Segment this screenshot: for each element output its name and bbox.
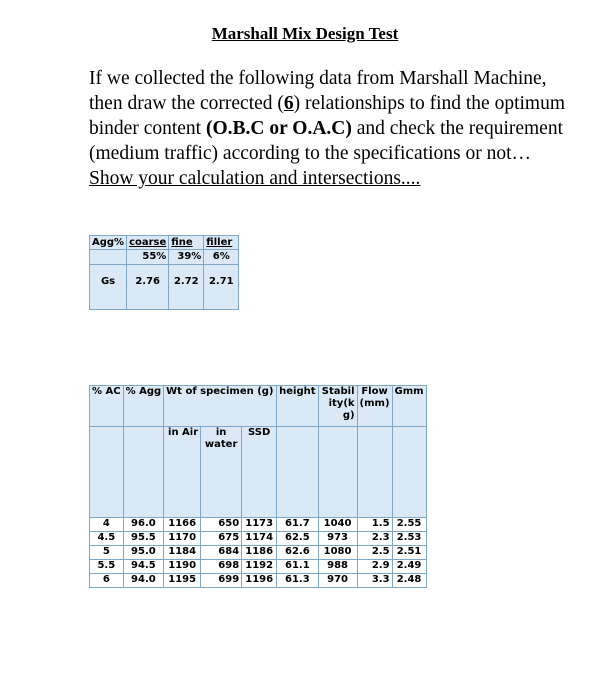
cell-air: 1166 xyxy=(164,518,201,532)
stability-header: Stability(kg) xyxy=(318,386,357,427)
flow-header: Flow (mm) xyxy=(357,386,392,427)
in-water-subheader: in water xyxy=(201,427,242,518)
cell-ssd: 1173 xyxy=(242,518,277,532)
instructions-text-2: ) relationships to find the optimum binder content xyxy=(89,93,565,139)
cell-water: 650 xyxy=(201,518,242,532)
table-row xyxy=(90,532,427,546)
cell-ac: 5.5 xyxy=(90,560,124,574)
cell-air: 1190 xyxy=(164,560,201,574)
cell-stability: 1080 xyxy=(318,546,357,560)
blank-cell xyxy=(123,427,164,518)
cell-water: 675 xyxy=(201,532,242,546)
document-title: Marshall Mix Design Test xyxy=(211,24,399,43)
blank-cell xyxy=(277,427,318,518)
cell-ssd: 1192 xyxy=(242,560,277,574)
cell-ssd: 1186 xyxy=(242,546,277,560)
instructions-text-1: If we collected the following data from Marshall Machine, then draw the corrected ( xyxy=(89,68,547,114)
cell-agg: 95.5 xyxy=(123,532,164,546)
cell-water: 698 xyxy=(201,560,242,574)
cell-ac: 4.5 xyxy=(90,532,124,546)
cell-height: 61.3 xyxy=(277,574,318,588)
cell-water: 699 xyxy=(201,574,242,588)
coarse-header: coarse xyxy=(127,236,169,250)
cell-stability: 1040 xyxy=(318,518,357,532)
ssd-subheader: SSD xyxy=(242,427,277,518)
cell-gmm: 2.49 xyxy=(392,560,426,574)
cell-agg: 94.5 xyxy=(123,560,164,574)
cell-air: 1170 xyxy=(164,532,201,546)
cell-stability: 970 xyxy=(318,574,357,588)
cell-water: 684 xyxy=(201,546,242,560)
instructions-paragraph xyxy=(89,66,569,191)
cell-ac: 4 xyxy=(90,518,124,532)
relationships-count: 6 xyxy=(283,93,294,114)
fine-percent: 39% xyxy=(169,250,204,265)
in-air-subheader: in Air xyxy=(164,427,201,518)
filler-gs: 2.71 xyxy=(204,265,239,310)
blank-cell xyxy=(392,427,426,518)
table-row xyxy=(90,560,427,574)
agg-blank-cell xyxy=(90,250,127,265)
agg-pct-header: % Agg xyxy=(123,386,164,427)
cell-agg: 94.0 xyxy=(123,574,164,588)
height-header: height xyxy=(277,386,318,427)
cell-gmm: 2.55 xyxy=(392,518,426,532)
gs-label: Gs xyxy=(90,265,127,310)
weight-header: Wt of specimen (g) xyxy=(164,386,277,427)
blank-cell xyxy=(90,427,124,518)
cell-height: 62.5 xyxy=(277,532,318,546)
cell-ssd: 1174 xyxy=(242,532,277,546)
show-calculation-note: Show your calculation and intersections.... xyxy=(89,168,421,189)
cell-flow: 2.9 xyxy=(357,560,392,574)
cell-flow: 2.3 xyxy=(357,532,392,546)
cell-stability: 988 xyxy=(318,560,357,574)
obc-term: (O.B.C or O.A.C) xyxy=(205,118,352,139)
fine-gs: 2.72 xyxy=(169,265,204,310)
cell-stability: 973 xyxy=(318,532,357,546)
cell-air: 1195 xyxy=(164,574,201,588)
agg-header: Agg% xyxy=(90,236,127,250)
cell-ac: 5 xyxy=(90,546,124,560)
cell-gmm: 2.48 xyxy=(392,574,426,588)
ac-header: % AC xyxy=(90,386,124,427)
cell-height: 62.6 xyxy=(277,546,318,560)
table-row xyxy=(90,574,427,588)
cell-flow: 1.5 xyxy=(357,518,392,532)
instructions-text-3: and check the requirement (medium traffic) according to the specifications or not… xyxy=(89,118,564,164)
cell-height: 61.7 xyxy=(277,518,318,532)
cell-air: 1184 xyxy=(164,546,201,560)
filler-percent: 6% xyxy=(204,250,239,265)
cell-flow: 3.3 xyxy=(357,574,392,588)
aggregate-table xyxy=(89,235,239,310)
cell-height: 61.1 xyxy=(277,560,318,574)
coarse-percent: 55% xyxy=(127,250,169,265)
cell-gmm: 2.51 xyxy=(392,546,426,560)
marshall-data-table xyxy=(89,385,427,588)
filler-header: filler xyxy=(204,236,239,250)
fine-header: fine xyxy=(169,236,204,250)
cell-ac: 6 xyxy=(90,574,124,588)
cell-gmm: 2.53 xyxy=(392,532,426,546)
coarse-gs: 2.76 xyxy=(127,265,169,310)
gmm-header: Gmm xyxy=(392,386,426,427)
cell-flow: 2.5 xyxy=(357,546,392,560)
table-row xyxy=(90,546,427,560)
cell-agg: 95.0 xyxy=(123,546,164,560)
cell-agg: 96.0 xyxy=(123,518,164,532)
table-row xyxy=(90,518,427,532)
cell-ssd: 1196 xyxy=(242,574,277,588)
blank-cell xyxy=(318,427,357,518)
blank-cell xyxy=(357,427,392,518)
